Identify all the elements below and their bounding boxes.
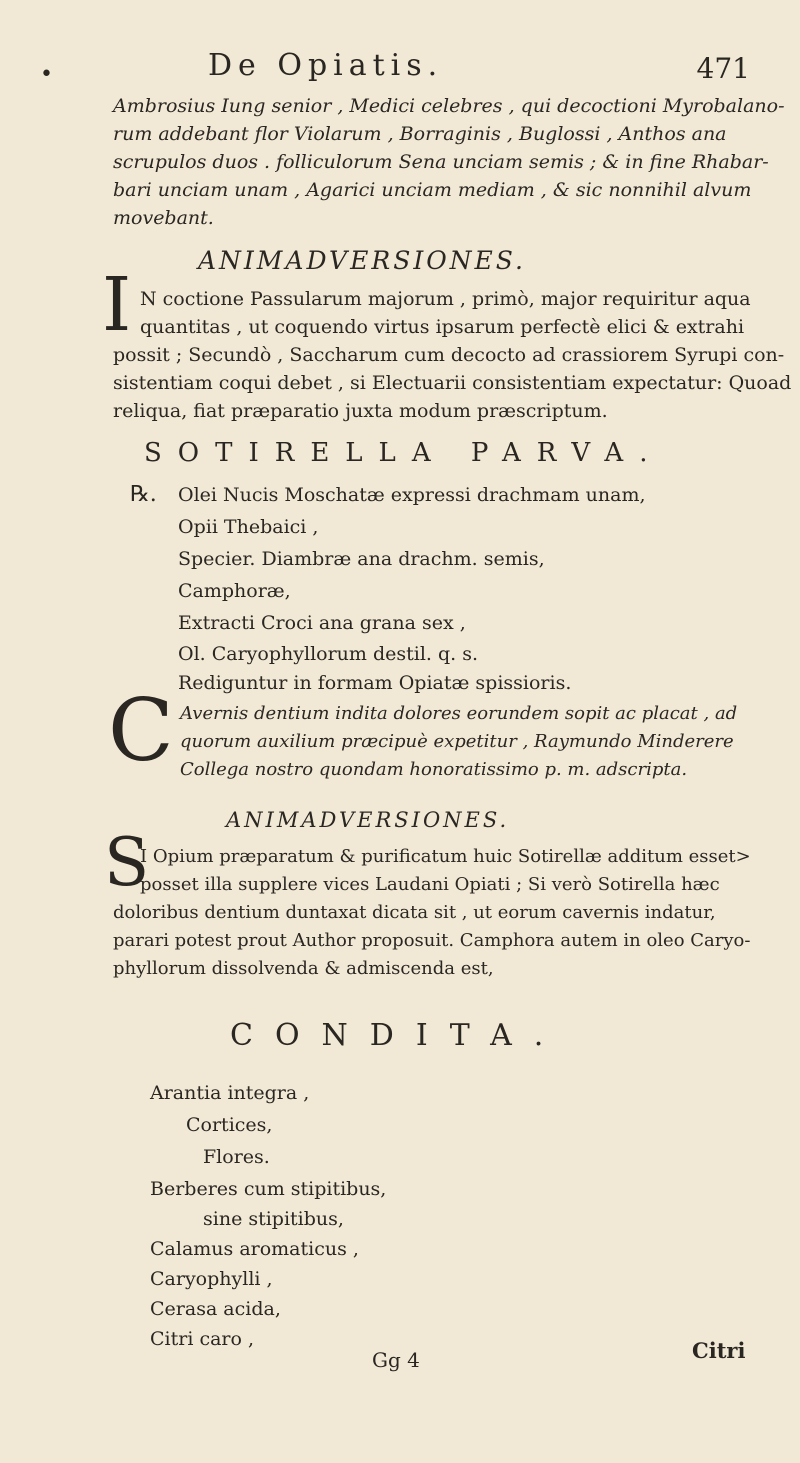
anim1-line-1: N coctione Passularum majorum , primò, major requiritur aqua bbox=[140, 288, 751, 310]
anim2-line-2: posset illa supplere vices Laudani Opiati ; Si verò Sotirella hæc bbox=[140, 874, 720, 895]
catchword: Citri bbox=[692, 1338, 746, 1363]
animadversiones-heading-2: ANIMADVERSIONES. bbox=[226, 808, 510, 832]
recipe-line-6: Ol. Caryophyllorum destil. q. s. bbox=[178, 643, 479, 665]
recipe-line-5: Extracti Croci ana grana sex , bbox=[178, 612, 466, 634]
recipe-line-7: Rediguntur in formam Opiatæ spissioris. bbox=[178, 672, 572, 694]
anim2-line-4: parari potest prout Author proposuit. Camphora autem in oleo Caryo- bbox=[113, 930, 751, 951]
dropcap-i: I bbox=[102, 262, 132, 348]
running-head-bullet: • bbox=[40, 62, 53, 87]
anim2-line-5: phyllorum dissolvenda & admiscenda est, bbox=[113, 958, 494, 979]
condita-item: Cerasa acida, bbox=[150, 1298, 281, 1320]
opening-line-1: Ambrosius Iung senior , Medici celebres , qui decoctioni Myrobalano- bbox=[113, 95, 785, 117]
condita-item: Cortices, bbox=[186, 1114, 273, 1136]
avernis-line-3: Collega nostro quondam honoratissimo p. m. adscripta. bbox=[180, 759, 688, 780]
condita-item: Calamus aromaticus , bbox=[150, 1238, 359, 1260]
running-head bbox=[40, 48, 750, 98]
condita-heading: CONDITA. bbox=[230, 1018, 566, 1053]
dropcap-c: C bbox=[108, 681, 174, 781]
avernis-line-2: quorum auxilium præcipuè expetitur , Raymundo Minderere bbox=[180, 731, 734, 752]
anim1-line-5: reliqua, fiat præparatio juxta modum præscriptum. bbox=[113, 400, 608, 422]
recipe-line-1: Olei Nucis Moschatæ expressi drachmam unam, bbox=[178, 484, 646, 506]
recipe-symbol: ℞. bbox=[130, 482, 157, 507]
avernis-line-1: Avernis dentium indita dolores eorundem sopit ac placat , ad bbox=[180, 703, 738, 724]
opening-line-5: movebant. bbox=[113, 207, 214, 229]
recipe-line-4: Camphoræ, bbox=[178, 580, 291, 602]
opening-line-4: bari unciam unam , Agarici unciam mediam , & sic nonnihil alvum bbox=[113, 179, 752, 201]
anim2-line-3: doloribus dentium duntaxat dicata sit , ut eorum cavernis indatur, bbox=[113, 902, 716, 923]
condita-item: Flores. bbox=[203, 1146, 270, 1168]
anim2-line-1: I Opium præparatum & purificatum huic Sotirellæ additum esset> bbox=[140, 846, 751, 867]
opening-line-3: scrupulos duos . folliculorum Sena unciam semis ; & in fine Rhabar- bbox=[113, 151, 769, 173]
page-number: 471 bbox=[696, 52, 750, 85]
anim1-line-4: sistentiam coqui debet , si Electuarii consistentiam expectatur: Quoad bbox=[113, 372, 792, 394]
animadversiones-heading-1: ANIMADVERSIONES. bbox=[198, 246, 526, 275]
opening-line-2: rum addebant flor Violarum , Borraginis , Buglossi , Anthos ana bbox=[113, 123, 727, 145]
recipe-line-3: Specier. Diambræ ana drachm. semis, bbox=[178, 548, 545, 570]
sotirella-heading: SOTIRELLA PARVA. bbox=[144, 438, 664, 468]
signature-mark: Gg 4 bbox=[372, 1348, 420, 1372]
condita-item: Berberes cum stipitibus, bbox=[150, 1178, 387, 1200]
running-head-title: De Opiatis. bbox=[208, 48, 444, 83]
condita-item: sine stipitibus, bbox=[203, 1208, 344, 1230]
condita-item: Citri caro , bbox=[150, 1328, 255, 1350]
condita-item: Arantia integra , bbox=[150, 1082, 310, 1104]
condita-item: Caryophylli , bbox=[150, 1268, 273, 1290]
recipe-line-2: Opii Thebaici , bbox=[178, 516, 319, 538]
anim1-line-3: possit ; Secundò , Saccharum cum decocto ad crassiorem Syrupi con- bbox=[113, 344, 785, 366]
dropcap-s: S bbox=[104, 824, 150, 901]
anim1-line-2: quantitas , ut coquendo virtus ipsarum perfectè elici & extrahi bbox=[140, 316, 745, 338]
